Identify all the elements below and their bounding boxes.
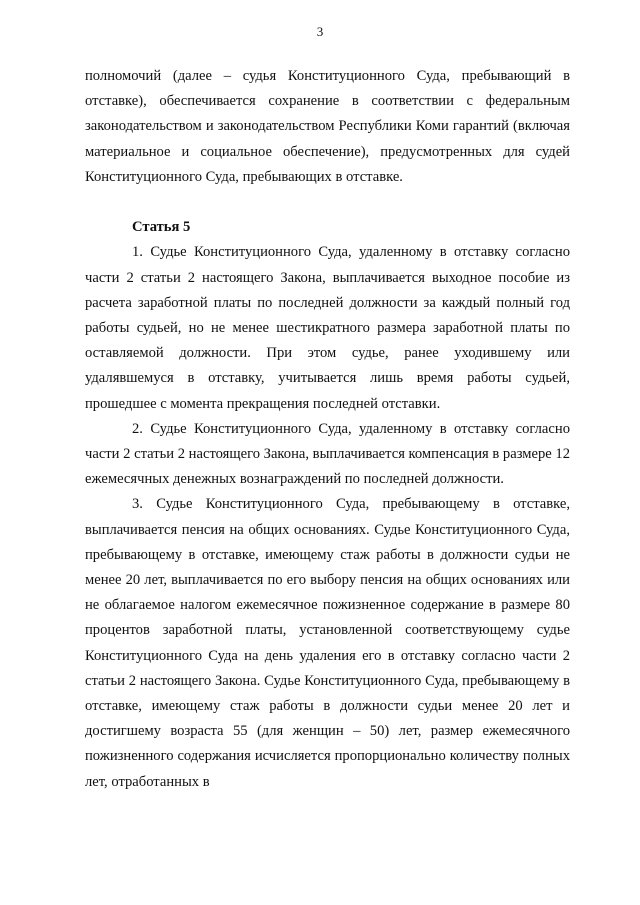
article-paragraph-2: 2. Судье Конституционного Суда, удаленному в отставку согласно части 2 статьи 2 настоящего Закона, выплачивается компенсация в размере 12 ежемесячных денежных вознаграждений по последней должности. bbox=[85, 420, 570, 488]
article-paragraph-1: 1. Судье Конституционного Суда, удаленному в отставку согласно части 2 статьи 2 настоящего Закона, выплачивается выходное пособие из расчета заработной платы по последней должности за каждый полный год работы судьей, но не менее шестикратного размера заработной платы по оставляемой должности. При этом судье, ранее уходившему или удалявшемуся в отставку, учитывается лишь время работы судьей, прошедшее с момента прекращения последней отставки. bbox=[85, 244, 570, 412]
article-paragraph-3: 3. Судье Конституционного Суда, пребывающему в отставке, выплачивается пенсия на общих основаниях. Судье Конституционного Суда, пребывающему в отставке, имеющему стаж работы в должности судьи не менее 20 лет, выплачивается по его выбору пенсия на общих основаниях или не облагаемое налогом ежемесячное пожизненное содержание в размере 80 процентов заработной платы, установленной соответствующему судье Конституционного Суда на день удаления его в отставку согласно части 2 статьи 2 настоящего Закона. Судье Конституционного Суда, пребывающему в отставке, имеющему стаж работы в должности судьи менее 20 лет и достигшему возраста 55 (для женщин – 50) лет, размер ежемесячного пожизненного содержания исчисляется пропорционально количеству полных лет, отработанных в bbox=[85, 496, 570, 790]
article-heading: Статья 5 bbox=[132, 219, 191, 236]
continuation-paragraph: полномочий (далее – судья Конституционного Суда, пребывающий в отставке), обеспечивается сохранение в соответствии с федеральным законодательством и законодательством Республики Коми гарантий (включая материальное и социальное обеспечение), предусмотренных для судей Конституционного Суда, пребывающих в отставке. bbox=[85, 68, 570, 185]
page-number: 3 bbox=[316, 24, 324, 39]
document-body bbox=[85, 64, 570, 795]
